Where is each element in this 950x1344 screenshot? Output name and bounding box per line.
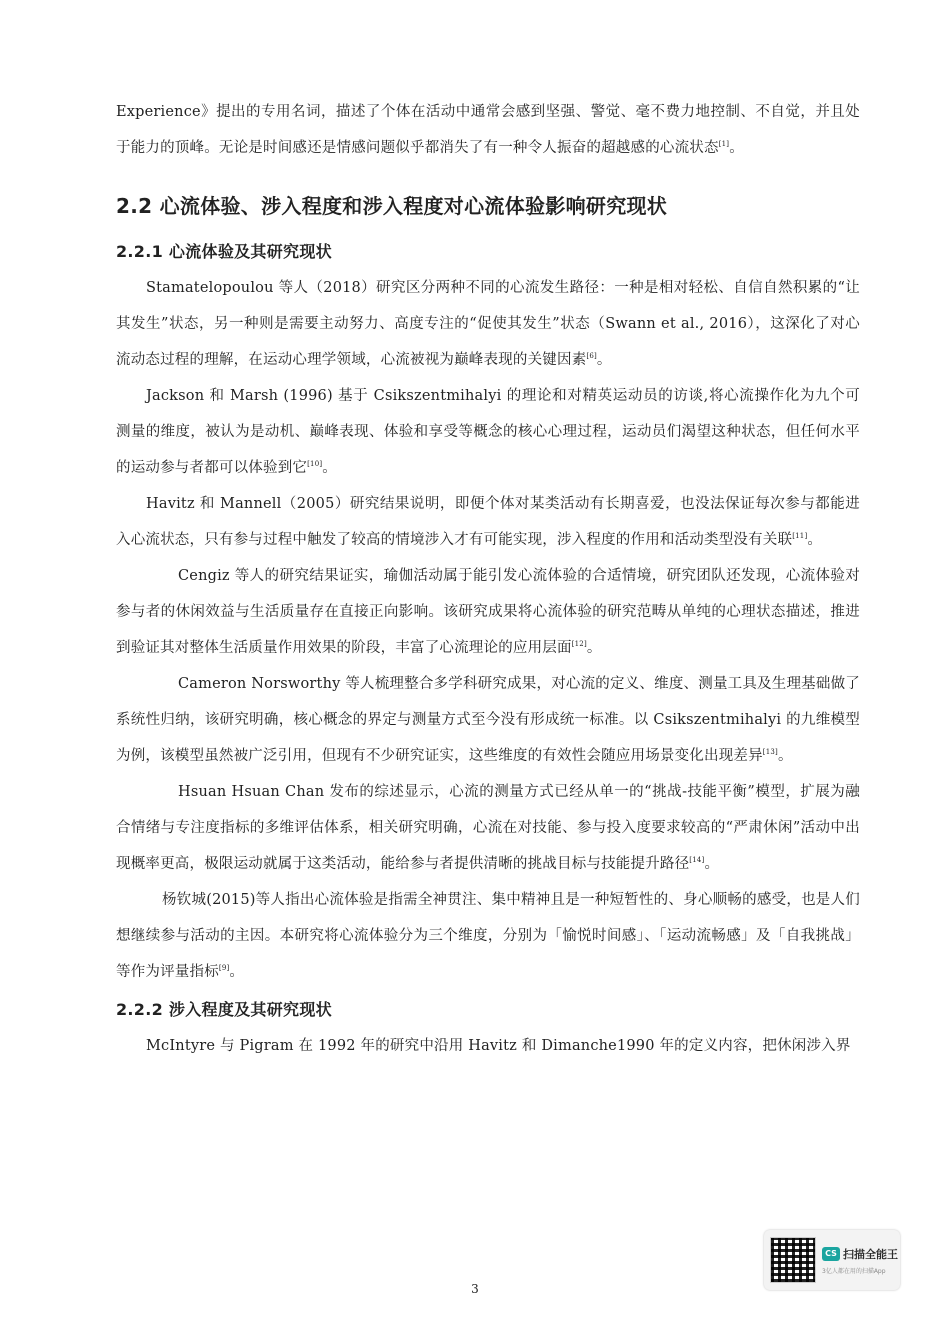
punctuation: 。 — [729, 140, 744, 156]
paragraph-text: Jackson 和 Marsh (1996) 基于 Csikszentmihalyi 的理论和对精英运动员的访谈,将心流操作化为九个可测量的维度，被认为是动机、巅峰表现、体验和享受等概念的核心心理过程，运动员们渴望这种状态，但任何水平的运动参与者都可以体验到它 — [116, 388, 860, 476]
section-heading-2-2-2: 2.2.2 涉入程度及其研究现状 — [116, 1000, 332, 1019]
citation-ref: [11] — [792, 532, 808, 540]
paragraph-text: Cameron Norsworthy 等人梳理整合多学科研究成果，对心流的定义、维度、测量工具及生理基础做了系统性归纳，该研究明确，核心概念的界定与测量方式至今没有形成统一标准。以 Csikszentmihalyi 的九维模型为例，该模型虽然被广泛引用，但现有不少研究证实，这些维度的有效性会随应用场景变化出现差异 — [116, 676, 860, 764]
punctuation: 。 — [704, 856, 720, 872]
citation-ref: [10] — [307, 460, 323, 468]
watermark-text — [822, 1246, 898, 1275]
punctuation: 。 — [777, 748, 793, 764]
paragraph-jackson-marsh — [116, 378, 860, 486]
paragraph-text: 杨钦城(2015)等人指出心流体验是指需全神贯注、集中精神且是一种短暂性的、身心顺畅的感受，也是人们想继续参与活动的主因。本研究将心流体验分为三个维度，分别为「愉悦时间感」、「运动流畅感」及「自我挑战」等作为评量指标 — [116, 892, 860, 980]
citation-ref: [1] — [718, 140, 730, 148]
punctuation: 。 — [229, 964, 245, 980]
scanner-watermark — [764, 1230, 900, 1290]
paragraph-norsworthy — [116, 666, 860, 774]
section-heading-2-2: 2.2 心流体验、涉入程度和涉入程度对心流体验影响研究现状 — [116, 194, 668, 218]
citation-ref: [6] — [586, 352, 597, 360]
brand-tagline: 3亿人都在用的扫描App — [822, 1267, 886, 1275]
citation-ref: [14] — [689, 856, 705, 864]
paragraph-havitz-mannell — [116, 486, 860, 558]
page-number: 3 — [471, 1282, 479, 1296]
intro-text: Experience》提出的专用名词，描述了个体在活动中通常会感到坚强、警觉、毫不费力地控制、不自觉，并且处于能力的顶峰。无论是时间感还是情感问题似乎都消失了有一种令人振奋的超越感的心流状态 — [116, 104, 860, 156]
paragraph-text: McIntyre 与 Pigram 在 1992 年的研究中沿用 Havitz 和 Dimanche1990 年的定义内容，把休闲涉入界 — [146, 1038, 851, 1054]
paragraph-mcintyre-pigram — [116, 1028, 860, 1064]
qr-code-icon — [770, 1237, 816, 1283]
citation-ref: [12] — [571, 640, 587, 648]
paragraph-text: Havitz 和 Mannell（2005）研究结果说明，即便个体对某类活动有长期喜爱，也没法保证每次参与都能进入心流状态，只有参与过程中触发了较高的情境涉入才有可能实现，涉入程度的作用和活动类型没有关联 — [116, 496, 860, 548]
brand-row — [822, 1246, 898, 1262]
citation-ref: [9] — [218, 964, 230, 972]
brand-name: 扫描全能王 — [843, 1247, 898, 1261]
section-heading-2-2-1: 2.2.1 心流体验及其研究现状 — [116, 242, 332, 261]
punctuation: 。 — [807, 532, 823, 548]
paragraph-chan — [116, 774, 860, 882]
page-content — [116, 94, 860, 1064]
paragraph-cengiz — [116, 558, 860, 666]
cs-logo-icon: CS — [822, 1247, 840, 1261]
punctuation: 。 — [322, 460, 337, 476]
punctuation: 。 — [596, 352, 612, 368]
citation-ref: [13] — [762, 748, 778, 756]
paragraph-text: Cengiz 等人的研究结果证实，瑜伽活动属于能引发心流体验的合适情境，研究团队还发现，心流体验对参与者的休闲效益与生活质量存在直接正向影响。该研究成果将心流体验的研究范畴从单纯的心理状态描述，推进到验证其对整体生活质量作用效果的阶段，丰富了心流理论的应用层面 — [116, 568, 860, 656]
paragraph-text: Hsuan Hsuan Chan 发布的综述显示，心流的测量方式已经从单一的“挑战-技能平衡”模型，扩展为融合情绪与专注度指标的多维评估体系，相关研究明确，心流在对技能、参与投入度要求较高的“严肃休闲”活动中出现概率更高，极限运动就属于这类活动，能给参与者提供清晰的挑战目标与技能提升路径 — [116, 784, 860, 872]
paragraph-yang — [116, 882, 860, 990]
paragraph-stamatelopoulou — [116, 270, 860, 378]
punctuation: 。 — [586, 640, 602, 656]
paragraph-text: Stamatelopoulou 等人（2018）研究区分两种不同的心流发生路径：一种是相对轻松、自信自然积累的“让其发生”状态，另一种则是需要主动努力、高度专注的“促使其发生”状态（Swann et al., 2016），这深化了对心流动态过程的理解，在运动心理学领域，心流被视为巅峰表现的关键因素 — [116, 280, 860, 368]
intro-paragraph — [116, 94, 860, 166]
